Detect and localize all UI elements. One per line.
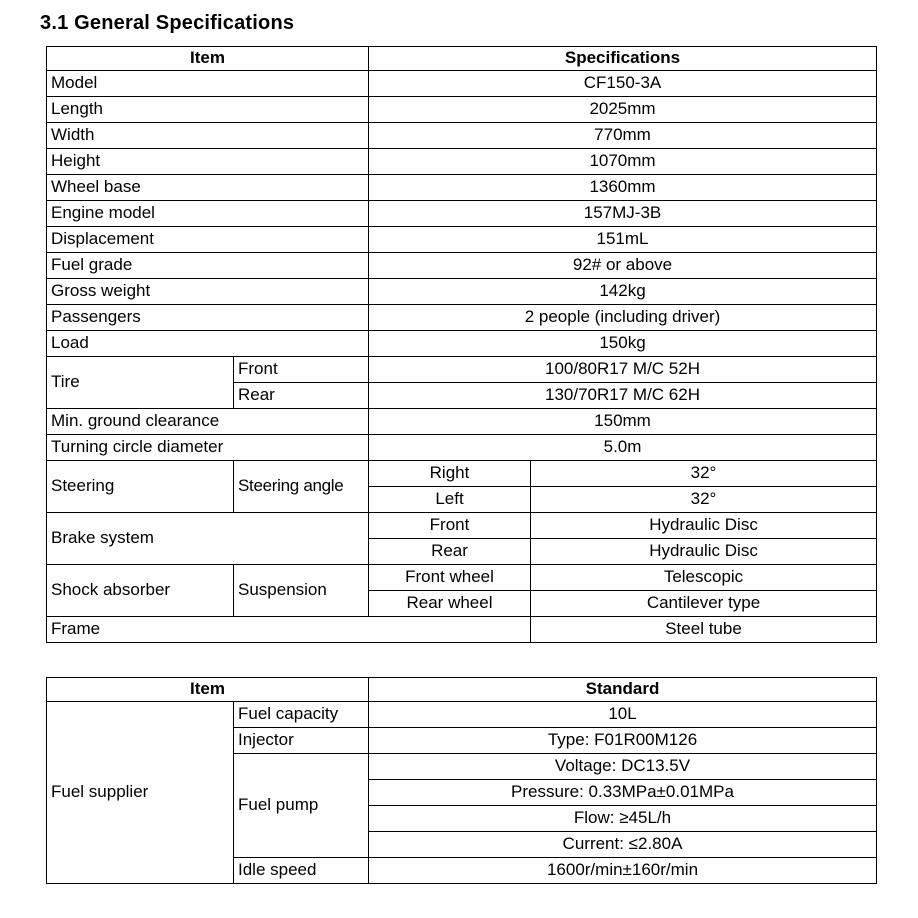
table-row [47,513,877,539]
value-cell: 150kg [369,331,877,357]
table-row [47,331,877,357]
value-cell: 770mm [369,123,877,149]
table-row [47,435,877,461]
item-cell-steering: Steering [47,461,234,513]
sub-sub-item-cell: Right [369,461,531,487]
value-cell: Type: F01R00M126 [369,728,877,754]
table-row [47,227,877,253]
value-cell: Cantilever type [531,591,877,617]
sub-item-cell: Injector [234,728,369,754]
sub-item-cell-fuel-pump: Fuel pump [234,754,369,858]
value-cell: 32° [531,487,877,513]
table-row [47,97,877,123]
sub-sub-item-cell: Rear [369,539,531,565]
item-cell: Model [47,71,369,97]
table-row [47,461,877,487]
table-spacer [0,643,918,677]
item-cell-brake: Brake system [47,513,369,565]
value-cell: 32° [531,461,877,487]
table-row [47,175,877,201]
sub-item-cell: Suspension [234,565,369,617]
value-cell: 2 people (including driver) [369,305,877,331]
header-item: Item [47,47,369,71]
table-row [47,279,877,305]
item-cell: Height [47,149,369,175]
value-cell: 100/80R17 M/C 52H [369,357,877,383]
item-cell-tire: Tire [47,357,234,409]
value-cell: 5.0m [369,435,877,461]
value-cell: 150mm [369,409,877,435]
sub-item-cell: Rear [234,383,369,409]
fuel-supplier-table [46,677,877,884]
table-header-row [47,47,877,71]
value-cell: Hydraulic Disc [531,539,877,565]
item-cell: Wheel base [47,175,369,201]
item-cell: Load [47,331,369,357]
table-row [47,617,877,643]
value-cell: Current: ≤2.80A [369,832,877,858]
sub-sub-item-cell: Front [369,513,531,539]
table-row [47,71,877,97]
item-cell: Min. ground clearance [47,409,369,435]
sub-item-cell: Front [234,357,369,383]
value-cell: 2025mm [369,97,877,123]
value-cell: Steel tube [531,617,877,643]
table-row [47,123,877,149]
section-title: 3.1 General Specifications [40,12,295,34]
header-standard: Standard [369,678,877,702]
table-row [47,702,877,728]
sub-sub-item-cell: Front wheel [369,565,531,591]
value-cell: 130/70R17 M/C 62H [369,383,877,409]
table-row [47,201,877,227]
value-cell: Hydraulic Disc [531,513,877,539]
value-cell: Pressure: 0.33MPa±0.01MPa [369,780,877,806]
value-cell: 151mL [369,227,877,253]
table-row [47,253,877,279]
value-cell: 1360mm [369,175,877,201]
sub-item-cell: Idle speed [234,858,369,884]
value-cell: 142kg [369,279,877,305]
value-cell: CF150-3A [369,71,877,97]
sub-item-cell: Fuel capacity [234,702,369,728]
table-row [47,565,877,591]
item-cell: Length [47,97,369,123]
value-cell: 10L [369,702,877,728]
item-cell-shock: Shock absorber [47,565,234,617]
table-row [47,305,877,331]
value-cell: 157MJ-3B [369,201,877,227]
value-cell: 1070mm [369,149,877,175]
sub-sub-item-cell: Left [369,487,531,513]
value-cell: Flow: ≥45L/h [369,806,877,832]
table-row [47,357,877,383]
table-row [47,409,877,435]
table-header-row [47,678,877,702]
item-cell: Passengers [47,305,369,331]
header-specifications: Specifications [369,47,877,71]
sub-sub-item-cell: Rear wheel [369,591,531,617]
item-cell: Displacement [47,227,369,253]
item-cell-fuel-supplier: Fuel supplier [47,702,234,884]
value-cell: Telescopic [531,565,877,591]
item-cell: Turning circle diameter [47,435,369,461]
item-cell: Engine model [47,201,369,227]
header-item: Item [47,678,369,702]
table-row [47,149,877,175]
value-cell: Voltage: DC13.5V [369,754,877,780]
item-cell: Width [47,123,369,149]
sub-item-cell: Steering angle [234,461,369,513]
item-cell-frame: Frame [47,617,531,643]
general-specs-table [46,46,877,643]
item-cell: Fuel grade [47,253,369,279]
value-cell: 92# or above [369,253,877,279]
value-cell: 1600r/min±160r/min [369,858,877,884]
item-cell: Gross weight [47,279,369,305]
